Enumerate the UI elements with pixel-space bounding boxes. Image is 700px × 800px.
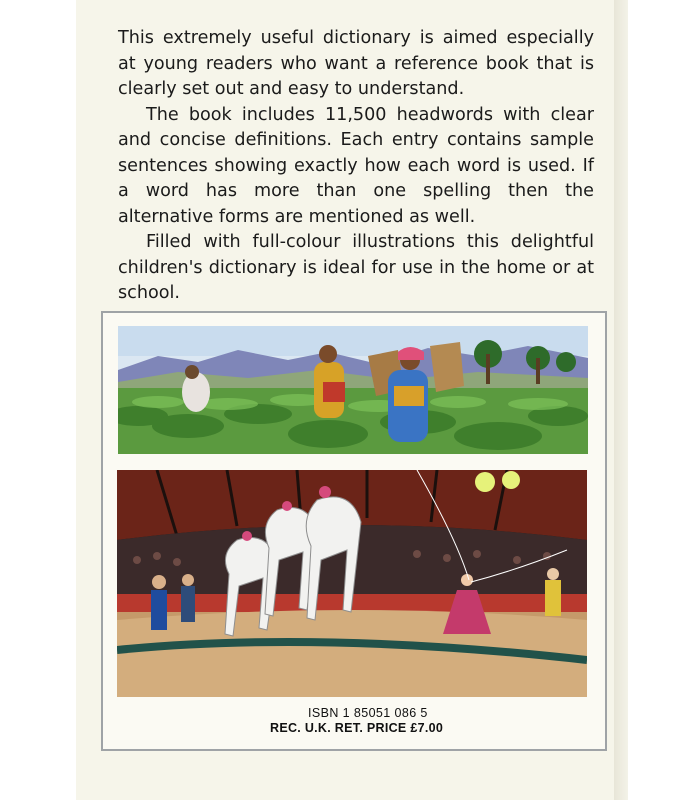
circus-horses-illustration	[117, 470, 587, 697]
tea-plantation-illustration	[118, 326, 588, 454]
blurb-paragraph-2: The book includes 11,500 headwords with clear and concise definitions. Each entry contains sample sentences showing exactly how each word is used. If a word has more than one spelling then the alternative forms are mentioned as well.	[118, 104, 594, 227]
cover-blurb	[118, 26, 594, 307]
retail-price: REC. U.K. RET. PRICE £7.00	[270, 721, 444, 735]
book-spine-edge	[614, 0, 628, 800]
isbn-number: ISBN 1 85051 086 5	[308, 706, 428, 720]
blurb-paragraph-1: This extremely useful dictionary is aimed especially at young readers who want a reference book that is clearly set out and easy to understand.	[118, 28, 594, 99]
blurb-paragraph-3: Filled with full-colour illustrations this delightful children's dictionary is ideal for use in the home or at school.	[118, 232, 594, 303]
